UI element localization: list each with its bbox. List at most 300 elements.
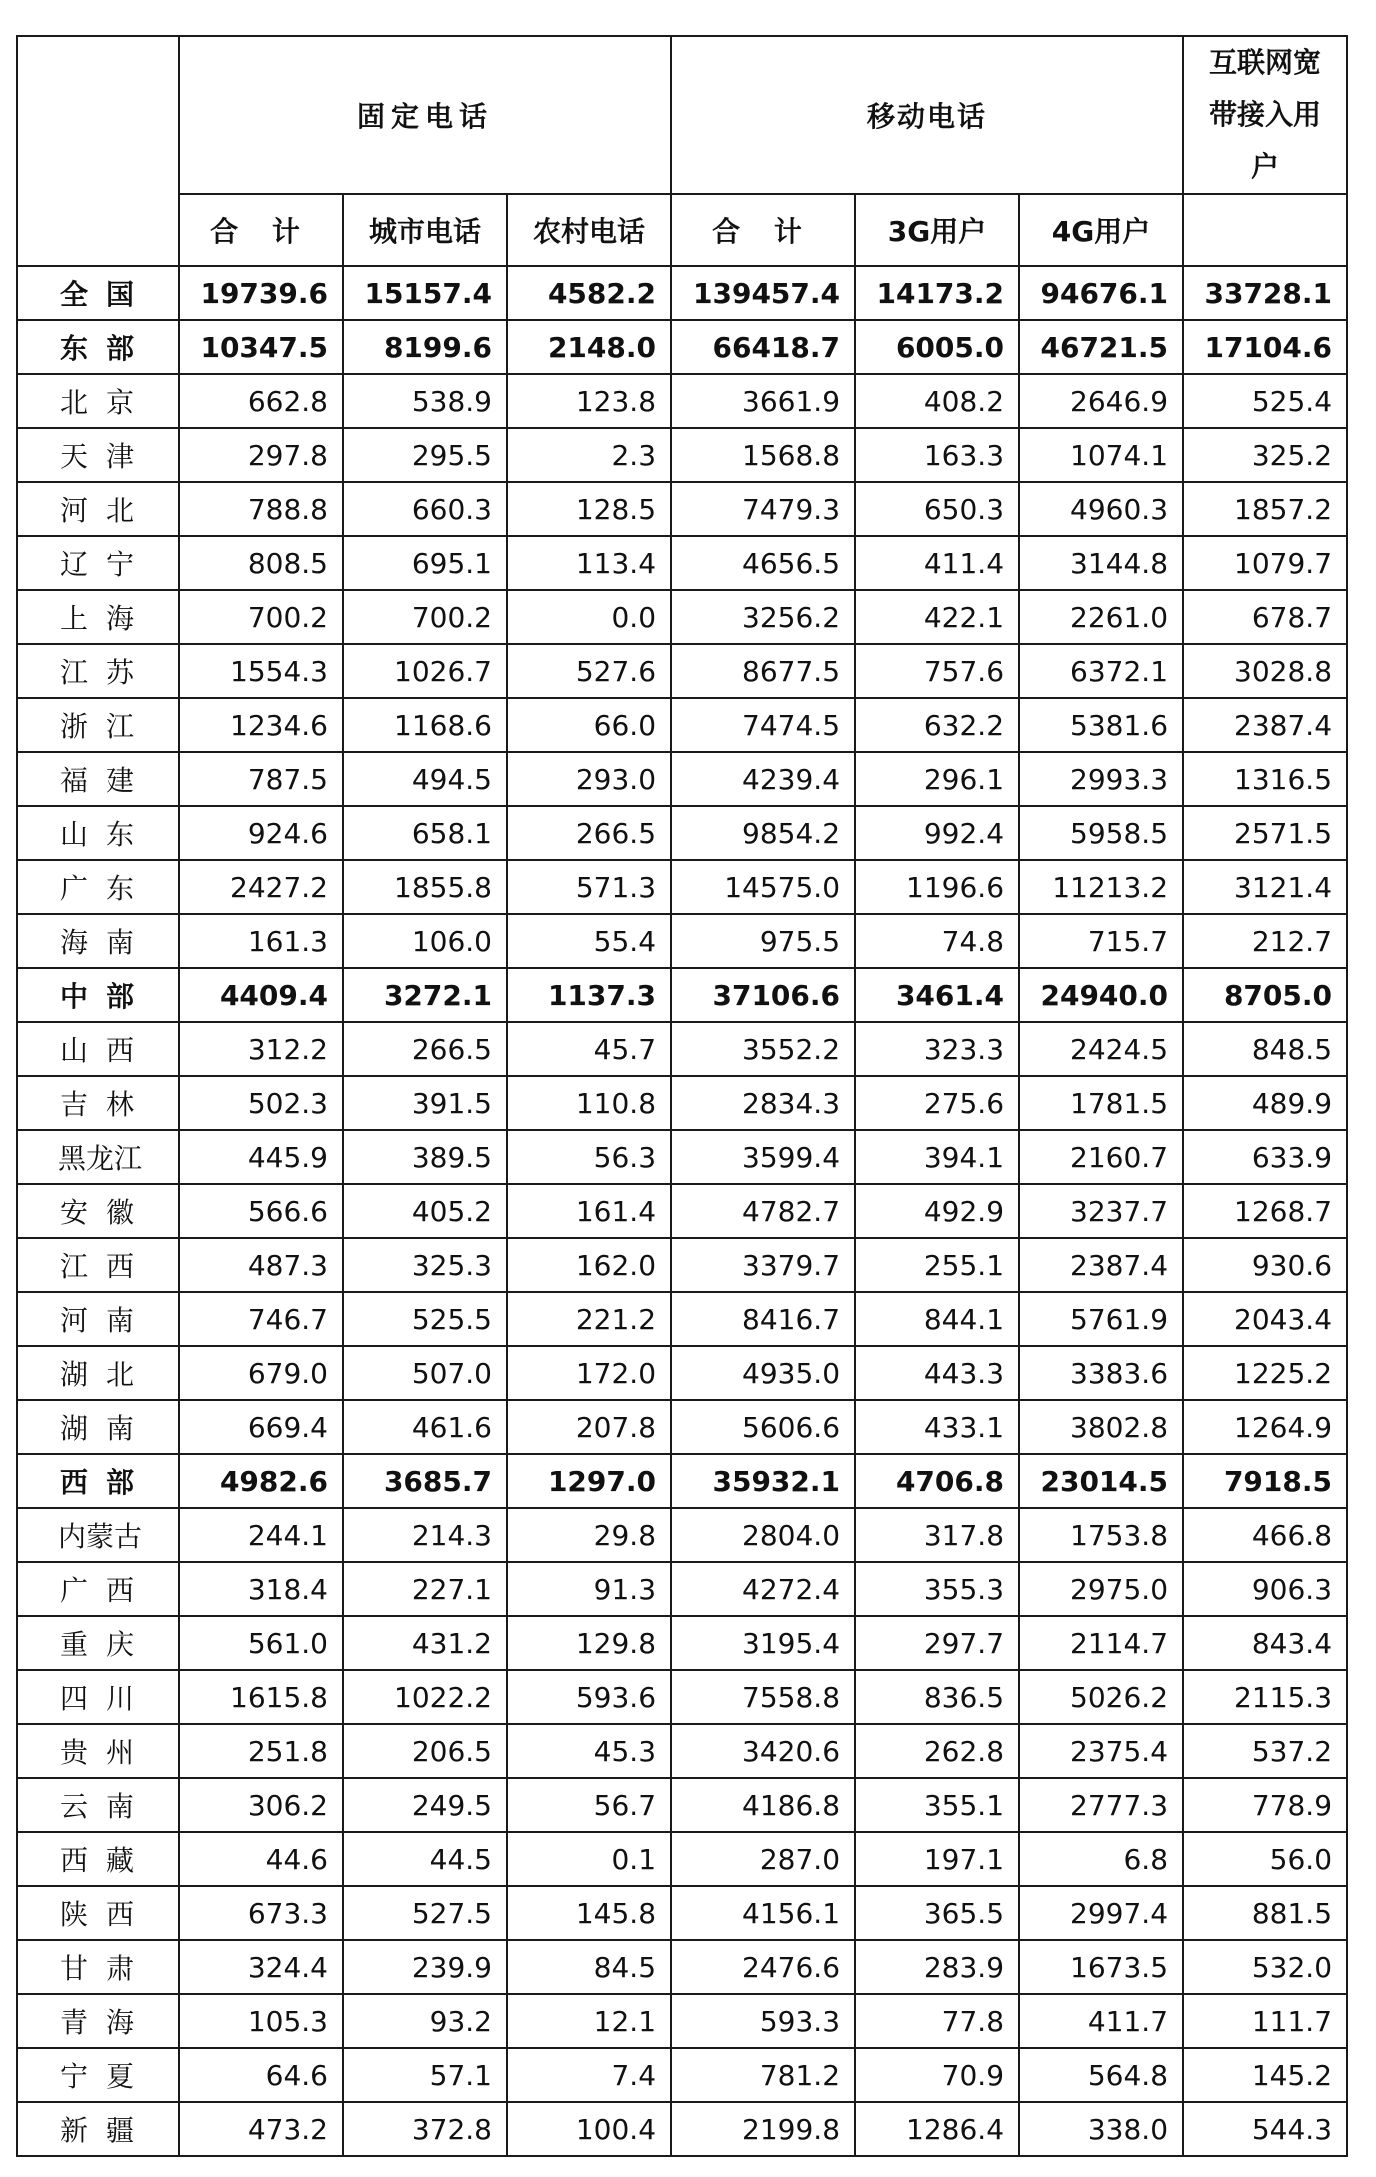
mobile-total-cell: 37106.6	[671, 968, 855, 1022]
fixed-total-cell: 161.3	[179, 914, 343, 968]
mobile-4g-cell: 2997.4	[1019, 1886, 1183, 1940]
mobile-total-cell: 4656.5	[671, 536, 855, 590]
fixed-urban-cell: 389.5	[343, 1130, 507, 1184]
mobile-total-cell: 5606.6	[671, 1400, 855, 1454]
fixed-total-cell: 924.6	[179, 806, 343, 860]
region-name-cell: 湖南	[17, 1400, 179, 1454]
fixed-urban-cell: 1026.7	[343, 644, 507, 698]
fixed-rural-cell: 7.4	[507, 2048, 671, 2102]
fixed-total-cell: 297.8	[179, 428, 343, 482]
table-row	[17, 1292, 1347, 1346]
mobile-total-cell: 4782.7	[671, 1184, 855, 1238]
mobile-4g-cell: 94676.1	[1019, 266, 1183, 320]
broadband-cell: 930.6	[1183, 1238, 1347, 1292]
mobile-total-cell: 975.5	[671, 914, 855, 968]
mobile-total-cell: 66418.7	[671, 320, 855, 374]
region-name-cell: 广西	[17, 1562, 179, 1616]
table-row-region-summary	[17, 320, 1347, 374]
region-name-cell: 山东	[17, 806, 179, 860]
fixed-rural-cell: 0.1	[507, 1832, 671, 1886]
region-name-cell: 河北	[17, 482, 179, 536]
region-name-cell: 新疆	[17, 2102, 179, 2156]
mobile-total-cell: 2834.3	[671, 1076, 855, 1130]
broadband-cell: 466.8	[1183, 1508, 1347, 1562]
broadband-cell: 633.9	[1183, 1130, 1347, 1184]
table-row	[17, 1778, 1347, 1832]
table-row	[17, 1400, 1347, 1454]
table-row-region-summary	[17, 968, 1347, 1022]
broadband-cell: 1225.2	[1183, 1346, 1347, 1400]
region-name-cell: 吉林	[17, 1076, 179, 1130]
broadband-cell: 1268.7	[1183, 1184, 1347, 1238]
mobile-total-cell: 2476.6	[671, 1940, 855, 1994]
fixed-urban-cell: 214.3	[343, 1508, 507, 1562]
fixed-rural-cell: 129.8	[507, 1616, 671, 1670]
region-name-cell: 贵州	[17, 1724, 179, 1778]
region-name-cell: 安徽	[17, 1184, 179, 1238]
fixed-urban-cell: 494.5	[343, 752, 507, 806]
fixed-rural-cell: 161.4	[507, 1184, 671, 1238]
mobile-4g-cell: 5026.2	[1019, 1670, 1183, 1724]
mobile-4g-cell: 1753.8	[1019, 1508, 1183, 1562]
mobile-4g-cell: 2975.0	[1019, 1562, 1183, 1616]
mobile-4g-cell: 4960.3	[1019, 482, 1183, 536]
mobile-total-cell: 3552.2	[671, 1022, 855, 1076]
fixed-urban-cell: 658.1	[343, 806, 507, 860]
table-row	[17, 374, 1347, 428]
fixed-urban-cell: 295.5	[343, 428, 507, 482]
fixed-rural-cell: 12.1	[507, 1994, 671, 2048]
fixed-rural-cell: 527.6	[507, 644, 671, 698]
mobile-3g-cell: 650.3	[855, 482, 1019, 536]
mobile-3g-cell: 394.1	[855, 1130, 1019, 1184]
mobile-3g-cell: 77.8	[855, 1994, 1019, 2048]
mobile-3g-cell: 163.3	[855, 428, 1019, 482]
broadband-cell: 7918.5	[1183, 1454, 1347, 1508]
broadband-cell: 2571.5	[1183, 806, 1347, 860]
fixed-rural-cell: 172.0	[507, 1346, 671, 1400]
region-name-cell: 中部	[17, 968, 179, 1022]
mobile-3g-cell: 197.1	[855, 1832, 1019, 1886]
region-name-cell: 青海	[17, 1994, 179, 2048]
table-row	[17, 1724, 1347, 1778]
mobile-total-cell: 3195.4	[671, 1616, 855, 1670]
mobile-4g-cell: 1074.1	[1019, 428, 1183, 482]
fixed-rural-cell: 221.2	[507, 1292, 671, 1346]
fixed-total-cell: 244.1	[179, 1508, 343, 1562]
mobile-4g-cell: 564.8	[1019, 2048, 1183, 2102]
mobile-4g-cell: 411.7	[1019, 1994, 1183, 2048]
mobile-4g-cell: 23014.5	[1019, 1454, 1183, 1508]
fixed-urban-cell: 8199.6	[343, 320, 507, 374]
mobile-3g-cell: 283.9	[855, 1940, 1019, 1994]
fixed-urban-cell: 525.5	[343, 1292, 507, 1346]
mobile-3g-cell: 6005.0	[855, 320, 1019, 374]
fixed-phone-header: 固定电话	[179, 36, 671, 194]
broadband-cell: 33728.1	[1183, 266, 1347, 320]
mobile-total-cell: 4239.4	[671, 752, 855, 806]
fixed-rural-cell: 1297.0	[507, 1454, 671, 1508]
fixed-rural-cell: 571.3	[507, 860, 671, 914]
region-name-cell: 北京	[17, 374, 179, 428]
fixed-total-cell: 561.0	[179, 1616, 343, 1670]
mobile-4g-cell: 2114.7	[1019, 1616, 1183, 1670]
broadband-cell: 544.3	[1183, 2102, 1347, 2156]
fixed-total-cell: 4982.6	[179, 1454, 343, 1508]
mobile-3g-cell: 632.2	[855, 698, 1019, 752]
broadband-cell: 145.2	[1183, 2048, 1347, 2102]
fixed-urban-cell: 1022.2	[343, 1670, 507, 1724]
fixed-total-cell: 1554.3	[179, 644, 343, 698]
mobile-3g-cell: 14173.2	[855, 266, 1019, 320]
table-row	[17, 1022, 1347, 1076]
broadband-cell: 537.2	[1183, 1724, 1347, 1778]
mobile-total-cell: 4156.1	[671, 1886, 855, 1940]
fixed-urban-cell: 325.3	[343, 1238, 507, 1292]
mobile-3g-cell: 844.1	[855, 1292, 1019, 1346]
table-row	[17, 698, 1347, 752]
table-row	[17, 1940, 1347, 1994]
table-row	[17, 1616, 1347, 1670]
fixed-rural-cell: 2148.0	[507, 320, 671, 374]
fixed-rural-cell: 55.4	[507, 914, 671, 968]
mobile-total-cell: 2199.8	[671, 2102, 855, 2156]
sub-header-row	[17, 194, 1347, 266]
broadband-header: 互联网宽带接入用户	[1183, 36, 1347, 194]
region-name-cell: 西部	[17, 1454, 179, 1508]
mobile-3g-cell: 1196.6	[855, 860, 1019, 914]
mobile-4g-cell: 2993.3	[1019, 752, 1183, 806]
mobile-total-cell: 3599.4	[671, 1130, 855, 1184]
fixed-urban-cell: 44.5	[343, 1832, 507, 1886]
fixed-rural-cell: 0.0	[507, 590, 671, 644]
fixed-urban-cell: 372.8	[343, 2102, 507, 2156]
fixed-total-cell: 445.9	[179, 1130, 343, 1184]
fixed-rural-cell: 266.5	[507, 806, 671, 860]
region-name-cell: 重庆	[17, 1616, 179, 1670]
table-row	[17, 482, 1347, 536]
mobile-4g-cell: 1781.5	[1019, 1076, 1183, 1130]
region-name-cell: 宁夏	[17, 2048, 179, 2102]
mobile-4g-cell: 2387.4	[1019, 1238, 1183, 1292]
mobile-total-cell: 4272.4	[671, 1562, 855, 1616]
table-body	[17, 266, 1347, 2156]
mobile-total-cell: 7474.5	[671, 698, 855, 752]
fixed-total-cell: 251.8	[179, 1724, 343, 1778]
fixed-total-cell: 673.3	[179, 1886, 343, 1940]
fixed-total-cell: 502.3	[179, 1076, 343, 1130]
broadband-cell: 111.7	[1183, 1994, 1347, 2048]
region-name-cell: 江西	[17, 1238, 179, 1292]
fixed-urban-cell: 700.2	[343, 590, 507, 644]
fixed-urban-cell: 106.0	[343, 914, 507, 968]
fixed-total-cell: 2427.2	[179, 860, 343, 914]
region-name-cell: 海南	[17, 914, 179, 968]
region-name-cell: 上海	[17, 590, 179, 644]
region-name-cell: 江苏	[17, 644, 179, 698]
table-row	[17, 1076, 1347, 1130]
mobile-total-header: 合 计	[671, 194, 855, 266]
broadband-cell: 8705.0	[1183, 968, 1347, 1022]
mobile-3g-cell: 262.8	[855, 1724, 1019, 1778]
telecom-users-table	[16, 35, 1348, 2157]
mobile-total-cell: 3661.9	[671, 374, 855, 428]
mobile-3g-cell: 296.1	[855, 752, 1019, 806]
fixed-urban-cell: 405.2	[343, 1184, 507, 1238]
mobile-3g-cell: 992.4	[855, 806, 1019, 860]
fixed-total-cell: 473.2	[179, 2102, 343, 2156]
mobile-4g-cell: 3144.8	[1019, 536, 1183, 590]
fixed-rural-cell: 45.3	[507, 1724, 671, 1778]
mobile-3g-cell: 3461.4	[855, 968, 1019, 1022]
fixed-rural-cell: 293.0	[507, 752, 671, 806]
group-header-row	[17, 36, 1347, 194]
mobile-total-cell: 7558.8	[671, 1670, 855, 1724]
fixed-urban-cell: 15157.4	[343, 266, 507, 320]
fixed-rural-cell: 110.8	[507, 1076, 671, 1130]
fixed-total-cell: 10347.5	[179, 320, 343, 374]
mobile-4g-cell: 2160.7	[1019, 1130, 1183, 1184]
mobile-3g-cell: 323.3	[855, 1022, 1019, 1076]
mobile-4g-cell: 46721.5	[1019, 320, 1183, 374]
table-row	[17, 536, 1347, 590]
fixed-rural-cell: 2.3	[507, 428, 671, 482]
mobile-3g-cell: 255.1	[855, 1238, 1019, 1292]
mobile-4g-cell: 3802.8	[1019, 1400, 1183, 1454]
fixed-urban-cell: 3685.7	[343, 1454, 507, 1508]
mobile-3g-header: 3G用户	[855, 194, 1019, 266]
fixed-urban-cell: 507.0	[343, 1346, 507, 1400]
table-row	[17, 2048, 1347, 2102]
region-name-cell: 湖北	[17, 1346, 179, 1400]
fixed-rural-cell: 207.8	[507, 1400, 671, 1454]
table-row	[17, 1832, 1347, 1886]
mobile-3g-cell: 757.6	[855, 644, 1019, 698]
region-name-cell: 云南	[17, 1778, 179, 1832]
broadband-cell: 1079.7	[1183, 536, 1347, 590]
fixed-total-cell: 808.5	[179, 536, 343, 590]
region-name-cell: 河南	[17, 1292, 179, 1346]
fixed-rural-cell: 128.5	[507, 482, 671, 536]
mobile-total-cell: 4935.0	[671, 1346, 855, 1400]
mobile-4g-cell: 338.0	[1019, 2102, 1183, 2156]
mobile-3g-cell: 275.6	[855, 1076, 1019, 1130]
region-name-cell: 甘肃	[17, 1940, 179, 1994]
table-row	[17, 860, 1347, 914]
region-name-cell: 四川	[17, 1670, 179, 1724]
mobile-total-cell: 7479.3	[671, 482, 855, 536]
table-row-region-summary	[17, 1454, 1347, 1508]
broadband-cell: 2115.3	[1183, 1670, 1347, 1724]
fixed-rural-cell: 593.6	[507, 1670, 671, 1724]
table-row	[17, 1508, 1347, 1562]
mobile-4g-cell: 3383.6	[1019, 1346, 1183, 1400]
mobile-3g-cell: 365.5	[855, 1886, 1019, 1940]
broadband-cell: 3121.4	[1183, 860, 1347, 914]
broadband-cell: 212.7	[1183, 914, 1347, 968]
fixed-urban-cell: 206.5	[343, 1724, 507, 1778]
region-name-cell: 黑龙江	[17, 1130, 179, 1184]
table-row	[17, 1670, 1347, 1724]
table-row-region-summary	[17, 266, 1347, 320]
fixed-total-cell: 64.6	[179, 2048, 343, 2102]
mobile-total-cell: 287.0	[671, 1832, 855, 1886]
broadband-cell: 525.4	[1183, 374, 1347, 428]
region-name-cell: 全国	[17, 266, 179, 320]
mobile-total-cell: 2804.0	[671, 1508, 855, 1562]
mobile-total-cell: 139457.4	[671, 266, 855, 320]
fixed-total-cell: 105.3	[179, 1994, 343, 2048]
corner-cell	[17, 36, 179, 266]
fixed-urban-cell: 266.5	[343, 1022, 507, 1076]
mobile-4g-cell: 2261.0	[1019, 590, 1183, 644]
broadband-cell: 1316.5	[1183, 752, 1347, 806]
fixed-total-cell: 1615.8	[179, 1670, 343, 1724]
mobile-4g-cell: 2424.5	[1019, 1022, 1183, 1076]
fixed-total-cell: 318.4	[179, 1562, 343, 1616]
region-name-cell: 内蒙古	[17, 1508, 179, 1562]
broadband-cell: 1857.2	[1183, 482, 1347, 536]
fixed-total-cell: 306.2	[179, 1778, 343, 1832]
fixed-urban-cell: 527.5	[343, 1886, 507, 1940]
table-row	[17, 644, 1347, 698]
broadband-cell: 56.0	[1183, 1832, 1347, 1886]
fixed-total-cell: 487.3	[179, 1238, 343, 1292]
mobile-3g-cell: 74.8	[855, 914, 1019, 968]
mobile-3g-cell: 411.4	[855, 536, 1019, 590]
mobile-3g-cell: 355.1	[855, 1778, 1019, 1832]
fixed-rural-cell: 29.8	[507, 1508, 671, 1562]
fixed-total-cell: 19739.6	[179, 266, 343, 320]
table-row	[17, 1346, 1347, 1400]
broadband-cell: 532.0	[1183, 1940, 1347, 1994]
fixed-urban-cell: 239.9	[343, 1940, 507, 1994]
broadband-cell: 906.3	[1183, 1562, 1347, 1616]
region-name-cell: 福建	[17, 752, 179, 806]
fixed-urban-header: 城市电话	[343, 194, 507, 266]
fixed-rural-cell: 162.0	[507, 1238, 671, 1292]
mobile-4g-cell: 715.7	[1019, 914, 1183, 968]
region-name-cell: 辽宁	[17, 536, 179, 590]
broadband-cell: 881.5	[1183, 1886, 1347, 1940]
mobile-3g-cell: 317.8	[855, 1508, 1019, 1562]
fixed-total-cell: 679.0	[179, 1346, 343, 1400]
region-name-cell: 西藏	[17, 1832, 179, 1886]
fixed-total-cell: 312.2	[179, 1022, 343, 1076]
broadband-cell: 778.9	[1183, 1778, 1347, 1832]
mobile-3g-cell: 355.3	[855, 1562, 1019, 1616]
mobile-phone-header: 移动电话	[671, 36, 1183, 194]
fixed-urban-cell: 227.1	[343, 1562, 507, 1616]
fixed-total-cell: 566.6	[179, 1184, 343, 1238]
broadband-cell: 678.7	[1183, 590, 1347, 644]
mobile-total-cell: 9854.2	[671, 806, 855, 860]
table-row	[17, 752, 1347, 806]
mobile-total-cell: 14575.0	[671, 860, 855, 914]
region-name-cell: 浙江	[17, 698, 179, 752]
fixed-total-cell: 44.6	[179, 1832, 343, 1886]
fixed-total-cell: 746.7	[179, 1292, 343, 1346]
mobile-total-cell: 593.3	[671, 1994, 855, 2048]
region-name-cell: 东部	[17, 320, 179, 374]
broadband-cell: 325.2	[1183, 428, 1347, 482]
mobile-3g-cell: 408.2	[855, 374, 1019, 428]
mobile-4g-cell: 6372.1	[1019, 644, 1183, 698]
mobile-4g-cell: 2375.4	[1019, 1724, 1183, 1778]
mobile-4g-cell: 3237.7	[1019, 1184, 1183, 1238]
table-row	[17, 1886, 1347, 1940]
broadband-cell: 848.5	[1183, 1022, 1347, 1076]
mobile-4g-cell: 1673.5	[1019, 1940, 1183, 1994]
fixed-urban-cell: 57.1	[343, 2048, 507, 2102]
fixed-urban-cell: 538.9	[343, 374, 507, 428]
mobile-total-cell: 35932.1	[671, 1454, 855, 1508]
table-row	[17, 1184, 1347, 1238]
mobile-total-cell: 8416.7	[671, 1292, 855, 1346]
fixed-rural-cell: 113.4	[507, 536, 671, 590]
fixed-urban-cell: 3272.1	[343, 968, 507, 1022]
mobile-4g-cell: 6.8	[1019, 1832, 1183, 1886]
table-row	[17, 914, 1347, 968]
fixed-rural-cell: 66.0	[507, 698, 671, 752]
mobile-total-cell: 781.2	[671, 2048, 855, 2102]
table-row	[17, 806, 1347, 860]
region-name-cell: 山西	[17, 1022, 179, 1076]
fixed-rural-cell: 123.8	[507, 374, 671, 428]
fixed-rural-cell: 145.8	[507, 1886, 671, 1940]
table-row	[17, 1130, 1347, 1184]
fixed-urban-cell: 249.5	[343, 1778, 507, 1832]
mobile-total-cell: 8677.5	[671, 644, 855, 698]
broadband-subheader-empty	[1183, 194, 1347, 266]
mobile-3g-cell: 492.9	[855, 1184, 1019, 1238]
region-name-cell: 广东	[17, 860, 179, 914]
mobile-total-cell: 3256.2	[671, 590, 855, 644]
broadband-cell: 1264.9	[1183, 1400, 1347, 1454]
mobile-3g-cell: 433.1	[855, 1400, 1019, 1454]
mobile-total-cell: 1568.8	[671, 428, 855, 482]
fixed-urban-cell: 1855.8	[343, 860, 507, 914]
fixed-rural-cell: 4582.2	[507, 266, 671, 320]
fixed-total-cell: 324.4	[179, 1940, 343, 1994]
mobile-3g-cell: 4706.8	[855, 1454, 1019, 1508]
fixed-urban-cell: 93.2	[343, 1994, 507, 2048]
fixed-rural-header: 农村电话	[507, 194, 671, 266]
fixed-urban-cell: 391.5	[343, 1076, 507, 1130]
broadband-cell: 17104.6	[1183, 320, 1347, 374]
fixed-urban-cell: 431.2	[343, 1616, 507, 1670]
mobile-3g-cell: 422.1	[855, 590, 1019, 644]
mobile-total-cell: 3420.6	[671, 1724, 855, 1778]
mobile-3g-cell: 297.7	[855, 1616, 1019, 1670]
fixed-total-cell: 1234.6	[179, 698, 343, 752]
fixed-urban-cell: 1168.6	[343, 698, 507, 752]
mobile-4g-header: 4G用户	[1019, 194, 1183, 266]
mobile-4g-cell: 2777.3	[1019, 1778, 1183, 1832]
mobile-4g-cell: 5761.9	[1019, 1292, 1183, 1346]
table-row	[17, 590, 1347, 644]
mobile-4g-cell: 5958.5	[1019, 806, 1183, 860]
fixed-rural-cell: 100.4	[507, 2102, 671, 2156]
fixed-urban-cell: 695.1	[343, 536, 507, 590]
fixed-total-cell: 787.5	[179, 752, 343, 806]
mobile-3g-cell: 70.9	[855, 2048, 1019, 2102]
table-row	[17, 1238, 1347, 1292]
fixed-urban-cell: 660.3	[343, 482, 507, 536]
fixed-rural-cell: 91.3	[507, 1562, 671, 1616]
mobile-4g-cell: 2646.9	[1019, 374, 1183, 428]
mobile-4g-cell: 11213.2	[1019, 860, 1183, 914]
